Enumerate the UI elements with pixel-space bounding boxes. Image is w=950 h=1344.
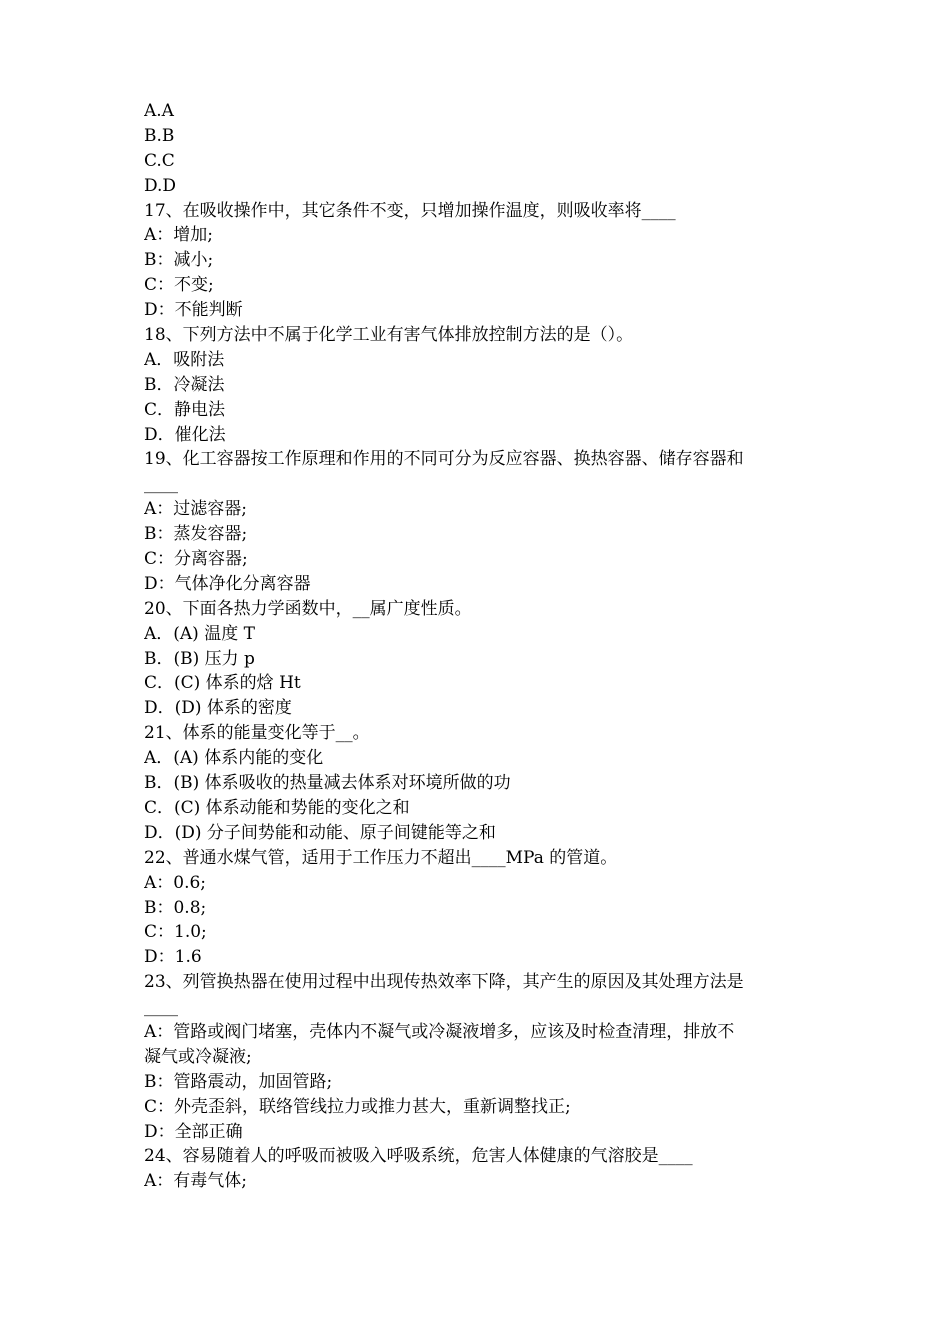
question-text-block bbox=[144, 99, 814, 1194]
option-b: B：蒸发容器; bbox=[144, 524, 248, 545]
option-a: A：0.6; bbox=[144, 872, 207, 893]
option-a: A．(A) 体系内能的变化 bbox=[144, 748, 324, 769]
option-d: D．(D) 分子间势能和动能、原子间键能等之和 bbox=[144, 822, 496, 843]
option-d: D：1.6 bbox=[144, 947, 202, 968]
text-line: B.B bbox=[144, 125, 175, 146]
question-23: 23、列管换热器在使用过程中出现传热效率下降，其产生的原因及其处理方法是 bbox=[144, 972, 744, 993]
text-line: D.D bbox=[144, 175, 177, 196]
question-17: 17、在吸收操作中，其它条件不变，只增加操作温度，则吸收率将____ bbox=[144, 200, 676, 221]
question-18: 18、下列方法中不属于化学工业有害气体排放控制方法的是（）。 bbox=[144, 325, 634, 346]
option-a: A：有毒气体; bbox=[144, 1171, 248, 1192]
option-b: B：管路震动，加固管路; bbox=[144, 1071, 333, 1092]
option-a: A．吸附法 bbox=[144, 349, 225, 370]
question-21: 21、体系的能量变化等于__。 bbox=[144, 723, 370, 744]
question-19: 19、化工容器按工作原理和作用的不同可分为反应容器、换热容器、储存容器和 bbox=[144, 449, 744, 470]
option-a-continued: 凝气或冷凝液; bbox=[144, 1046, 252, 1067]
option-d: D：气体净化分离容器 bbox=[144, 573, 311, 594]
option-d: D：全部正确 bbox=[144, 1121, 243, 1142]
option-b: B：减小; bbox=[144, 250, 214, 271]
option-a: A：管路或阀门堵塞，壳体内不凝气或冷凝液增多，应该及时检查清理，排放不 bbox=[144, 1021, 735, 1042]
option-c: C：分离容器; bbox=[144, 549, 248, 570]
option-c: C．(C) 体系动能和势能的变化之和 bbox=[144, 797, 410, 818]
question-24: 24、容易随着人的呼吸而被吸入呼吸系统，危害人体健康的气溶胶是____ bbox=[144, 1146, 693, 1167]
option-b: B．(B) 压力 p bbox=[144, 648, 255, 669]
option-d: D．催化法 bbox=[144, 424, 226, 445]
question-20: 20、下面各热力学函数中，__属广度性质。 bbox=[144, 598, 472, 619]
question-23-blank: ____ bbox=[144, 997, 178, 1018]
question-22: 22、普通水煤气管，适用于工作压力不超出____MPa 的管道。 bbox=[144, 847, 618, 868]
option-a: A：增加; bbox=[144, 225, 214, 246]
option-c: C：不变; bbox=[144, 275, 214, 296]
option-b: B：0.8; bbox=[144, 897, 207, 918]
question-19-blank: ____ bbox=[144, 474, 178, 495]
option-c: C．(C) 体系的焓 Ht bbox=[144, 673, 301, 694]
option-d: D：不能判断 bbox=[144, 300, 243, 321]
option-c: C．静电法 bbox=[144, 399, 226, 420]
text-line: A.A bbox=[144, 101, 174, 121]
option-c: C：外壳歪斜，联络管线拉力或推力甚大，重新调整找正; bbox=[144, 1096, 571, 1117]
option-d: D．(D) 体系的密度 bbox=[144, 698, 292, 719]
option-b: B．冷凝法 bbox=[144, 374, 225, 395]
text-line: C.C bbox=[144, 150, 175, 171]
option-a: A：过滤容器; bbox=[144, 499, 248, 520]
option-a: A．(A) 温度 T bbox=[144, 623, 255, 644]
option-c: C：1.0; bbox=[144, 922, 207, 943]
option-b: B．(B) 体系吸收的热量减去体系对环境所做的功 bbox=[144, 773, 511, 794]
